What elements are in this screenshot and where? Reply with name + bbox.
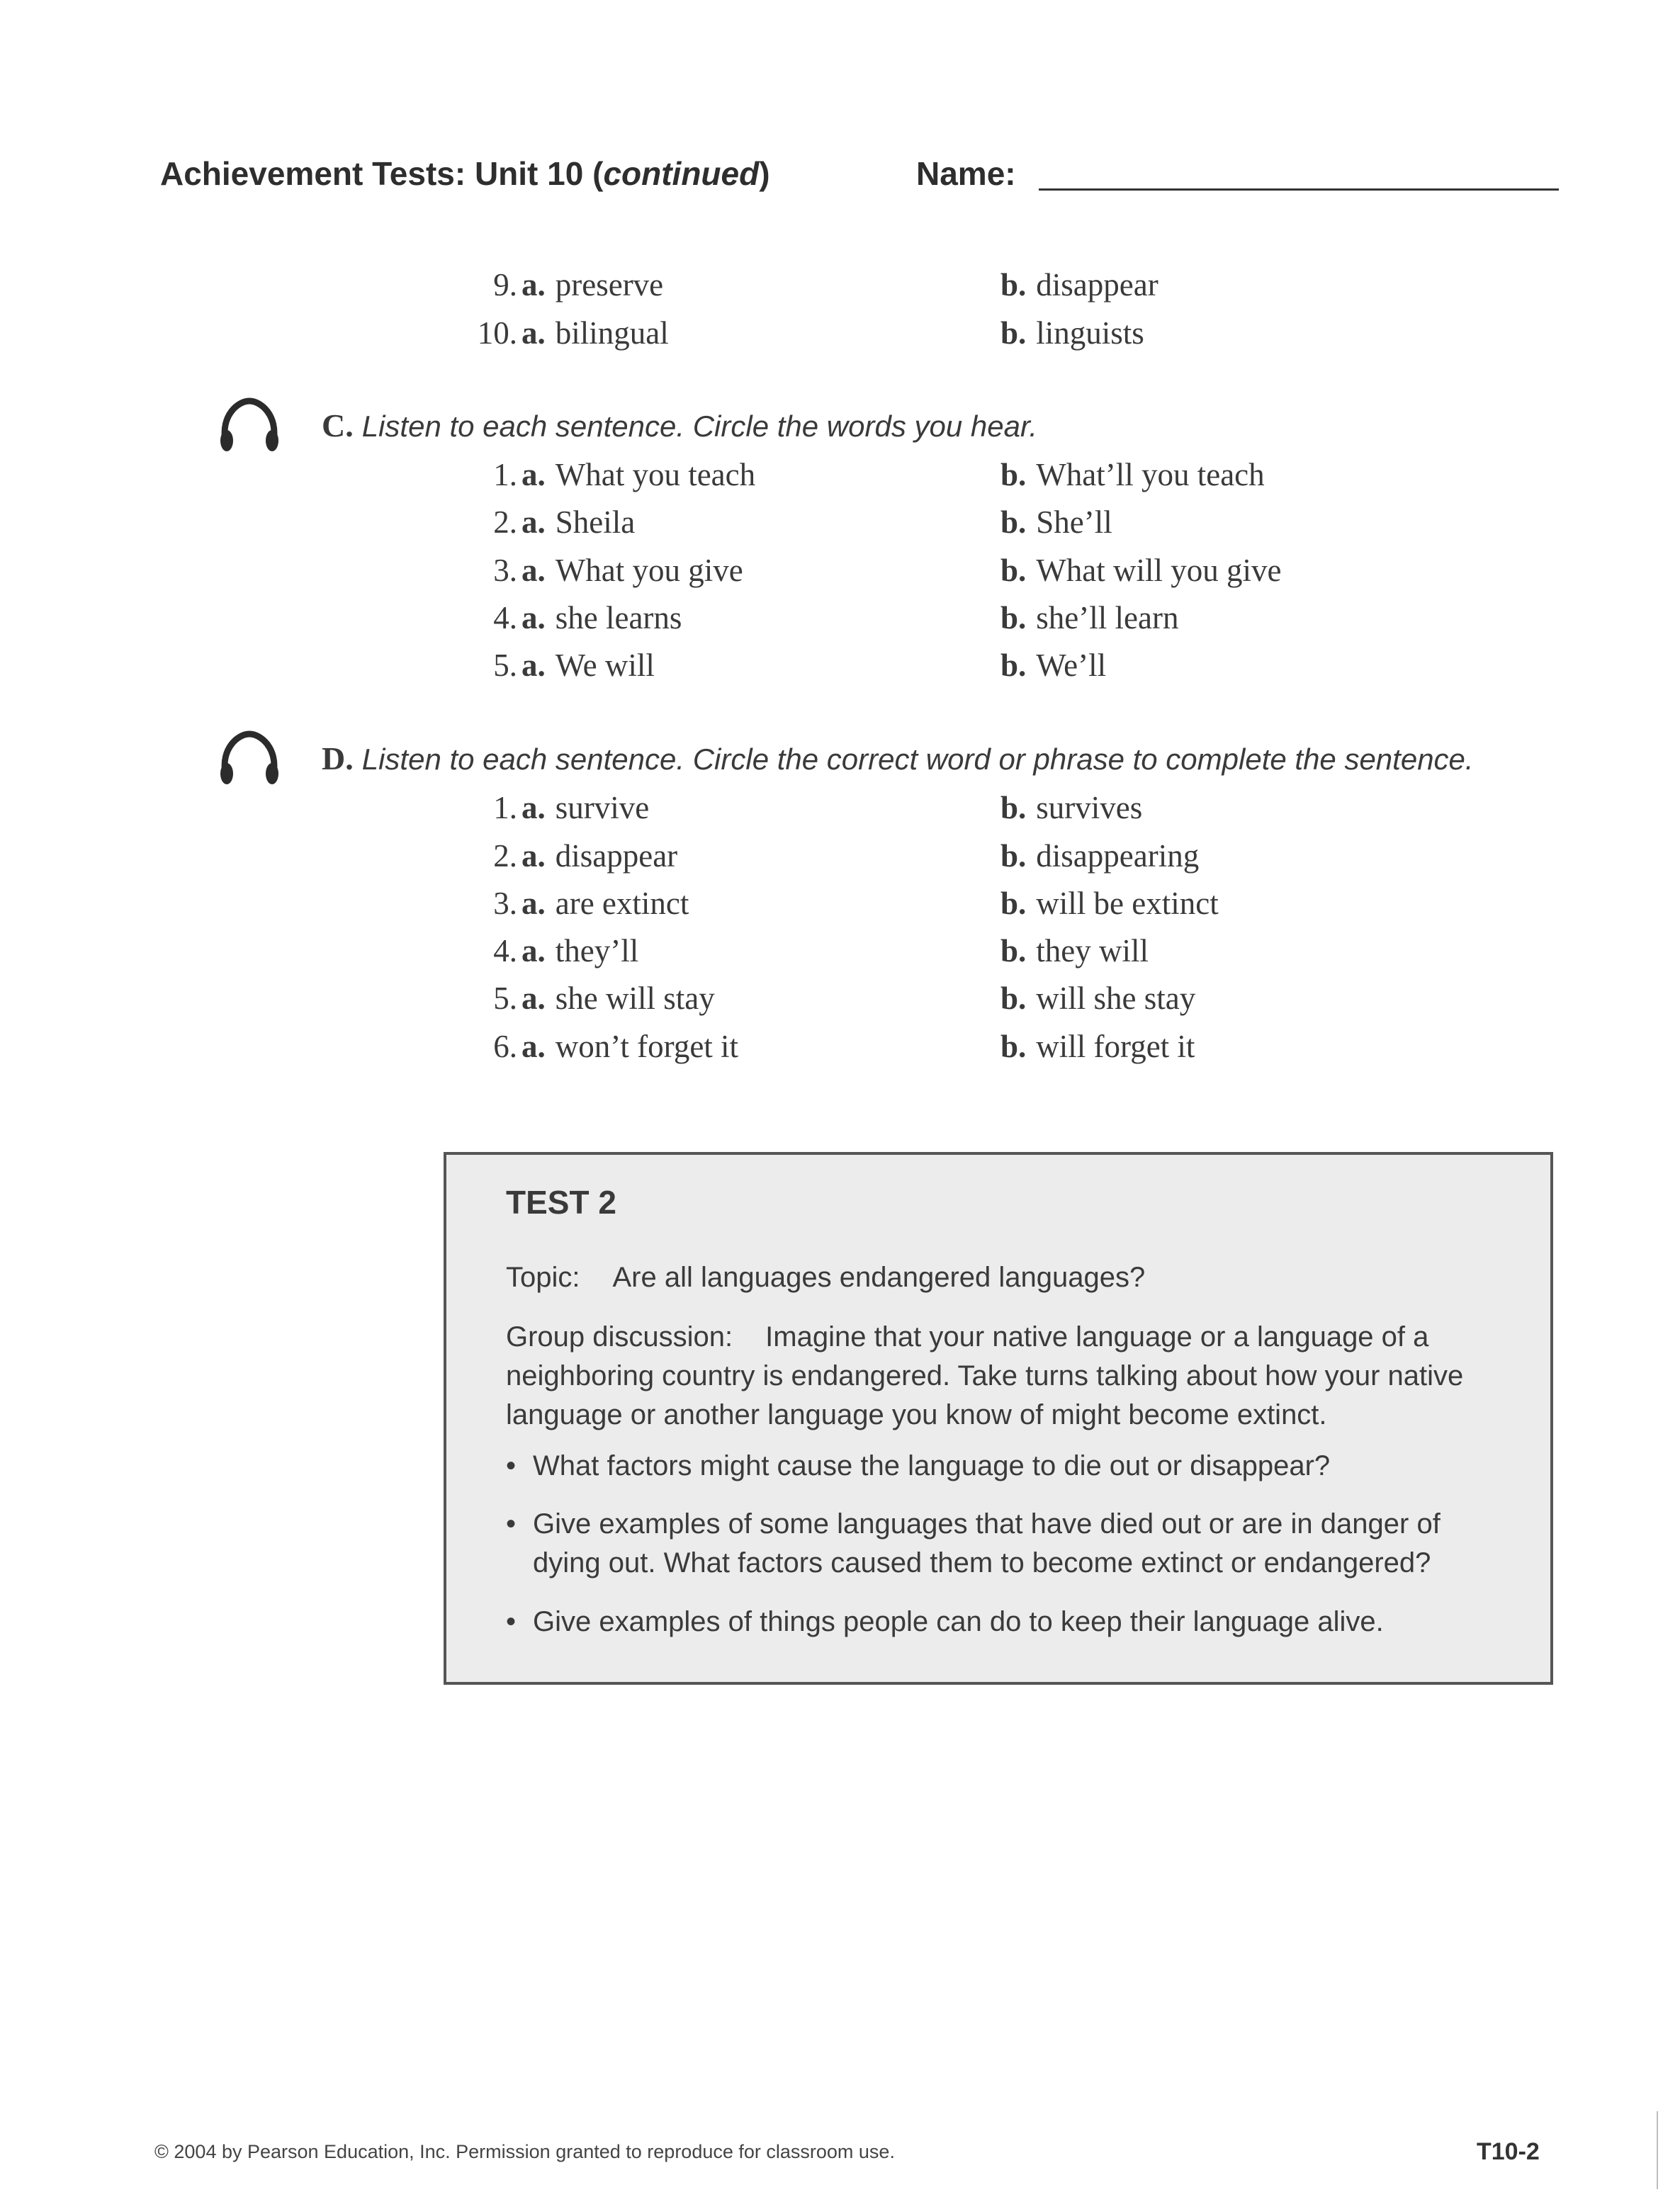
c-item-3-option-b: b. What will you give	[1000, 553, 1282, 588]
bullet-icon: •	[506, 1606, 517, 1637]
d-item-1-option-a: 1. a. survive	[493, 790, 650, 825]
c-item-1-option-a: 1. a. What you teach	[493, 457, 756, 492]
c-item-4-option-a: 4. a. she learns	[493, 600, 682, 636]
copyright-footer: © 2004 by Pearson Education, Inc. Permission granted to reproduce for classroom use.	[154, 2141, 895, 2162]
test2-topic	[506, 1258, 1145, 1297]
d-item-1-option-b: b. survives	[1000, 790, 1143, 825]
d-item-3-option-b: b. will be extinct	[1000, 886, 1219, 921]
d-item-2-option-a: 2. a. disappear	[493, 838, 678, 874]
topic-text: Are all languages endangered languages?	[612, 1262, 1146, 1293]
test2-title: TEST 2	[506, 1184, 616, 1221]
section-c-instruction: C. Listen to each sentence. Circle the words you hear.	[322, 407, 1038, 444]
d-item-4-option-a: 4. a. they’ll	[493, 933, 639, 968]
test2-discussion	[506, 1318, 1512, 1435]
scan-edge-mark	[1657, 2111, 1658, 2189]
c-item-4-option-b: b. she’ll learn	[1000, 600, 1179, 636]
b-item-9-option-a: 9. a. preserve	[493, 267, 664, 303]
c-item-1-option-b: b. What’ll you teach	[1000, 457, 1265, 492]
d-item-3-option-a: 3. a. are extinct	[493, 886, 689, 921]
c-item-3-option-a: 3. a. What you give	[493, 553, 743, 588]
headphone-icon	[217, 394, 282, 455]
name-underline	[1039, 188, 1559, 191]
name-label: Name:	[916, 155, 1016, 192]
d-item-6-option-a: 6. a. won’t forget it	[493, 1029, 739, 1064]
discussion-text: Imagine that your native language or a language of a neighboring country is endangered. Take turns talking about how your native language or another language you know of might become extinct.	[506, 1321, 1464, 1430]
d-item-4-option-b: b. they will	[1000, 933, 1149, 968]
b-item-10-option-a: 10. a. bilingual	[477, 315, 669, 351]
c-item-2-option-a: 2. a. Sheila	[493, 504, 636, 540]
c-item-5-option-b: b. We’ll	[1000, 648, 1107, 683]
topic-label: Topic:	[506, 1262, 580, 1293]
test2-bullet: • What factors might cause the language to die out or disappear?	[506, 1447, 1512, 1486]
test2-bullet: • Give examples of some languages that have died out or are in danger of dying out. What factors caused them to become extinct or endangered?	[506, 1505, 1512, 1583]
d-item-5-option-a: 5. a. she will stay	[493, 981, 715, 1016]
page-title: Achievement Tests: Unit 10 (continued)	[160, 155, 770, 192]
bullet-icon: •	[506, 1450, 517, 1481]
c-item-5-option-a: 5. a. We will	[493, 648, 655, 683]
c-item-2-option-b: b. She’ll	[1000, 504, 1112, 540]
d-item-5-option-b: b. will she stay	[1000, 981, 1196, 1016]
discussion-label: Group discussion:	[506, 1321, 733, 1352]
d-item-2-option-b: b. disappearing	[1000, 838, 1200, 874]
test2-box	[444, 1152, 1553, 1685]
bullet-icon: •	[506, 1508, 517, 1540]
b-item-10-option-b: b. linguists	[1000, 315, 1144, 351]
section-d-instruction: D. Listen to each sentence. Circle the correct word or phrase to complete the sentence.	[322, 740, 1474, 776]
page-number: T10-2	[1477, 2138, 1540, 2165]
headphone-icon	[217, 727, 282, 788]
test2-bullet: • Give examples of things people can do to keep their language alive.	[506, 1603, 1512, 1642]
b-item-9-option-b: b. disappear	[1000, 267, 1158, 303]
d-item-6-option-b: b. will forget it	[1000, 1029, 1195, 1064]
